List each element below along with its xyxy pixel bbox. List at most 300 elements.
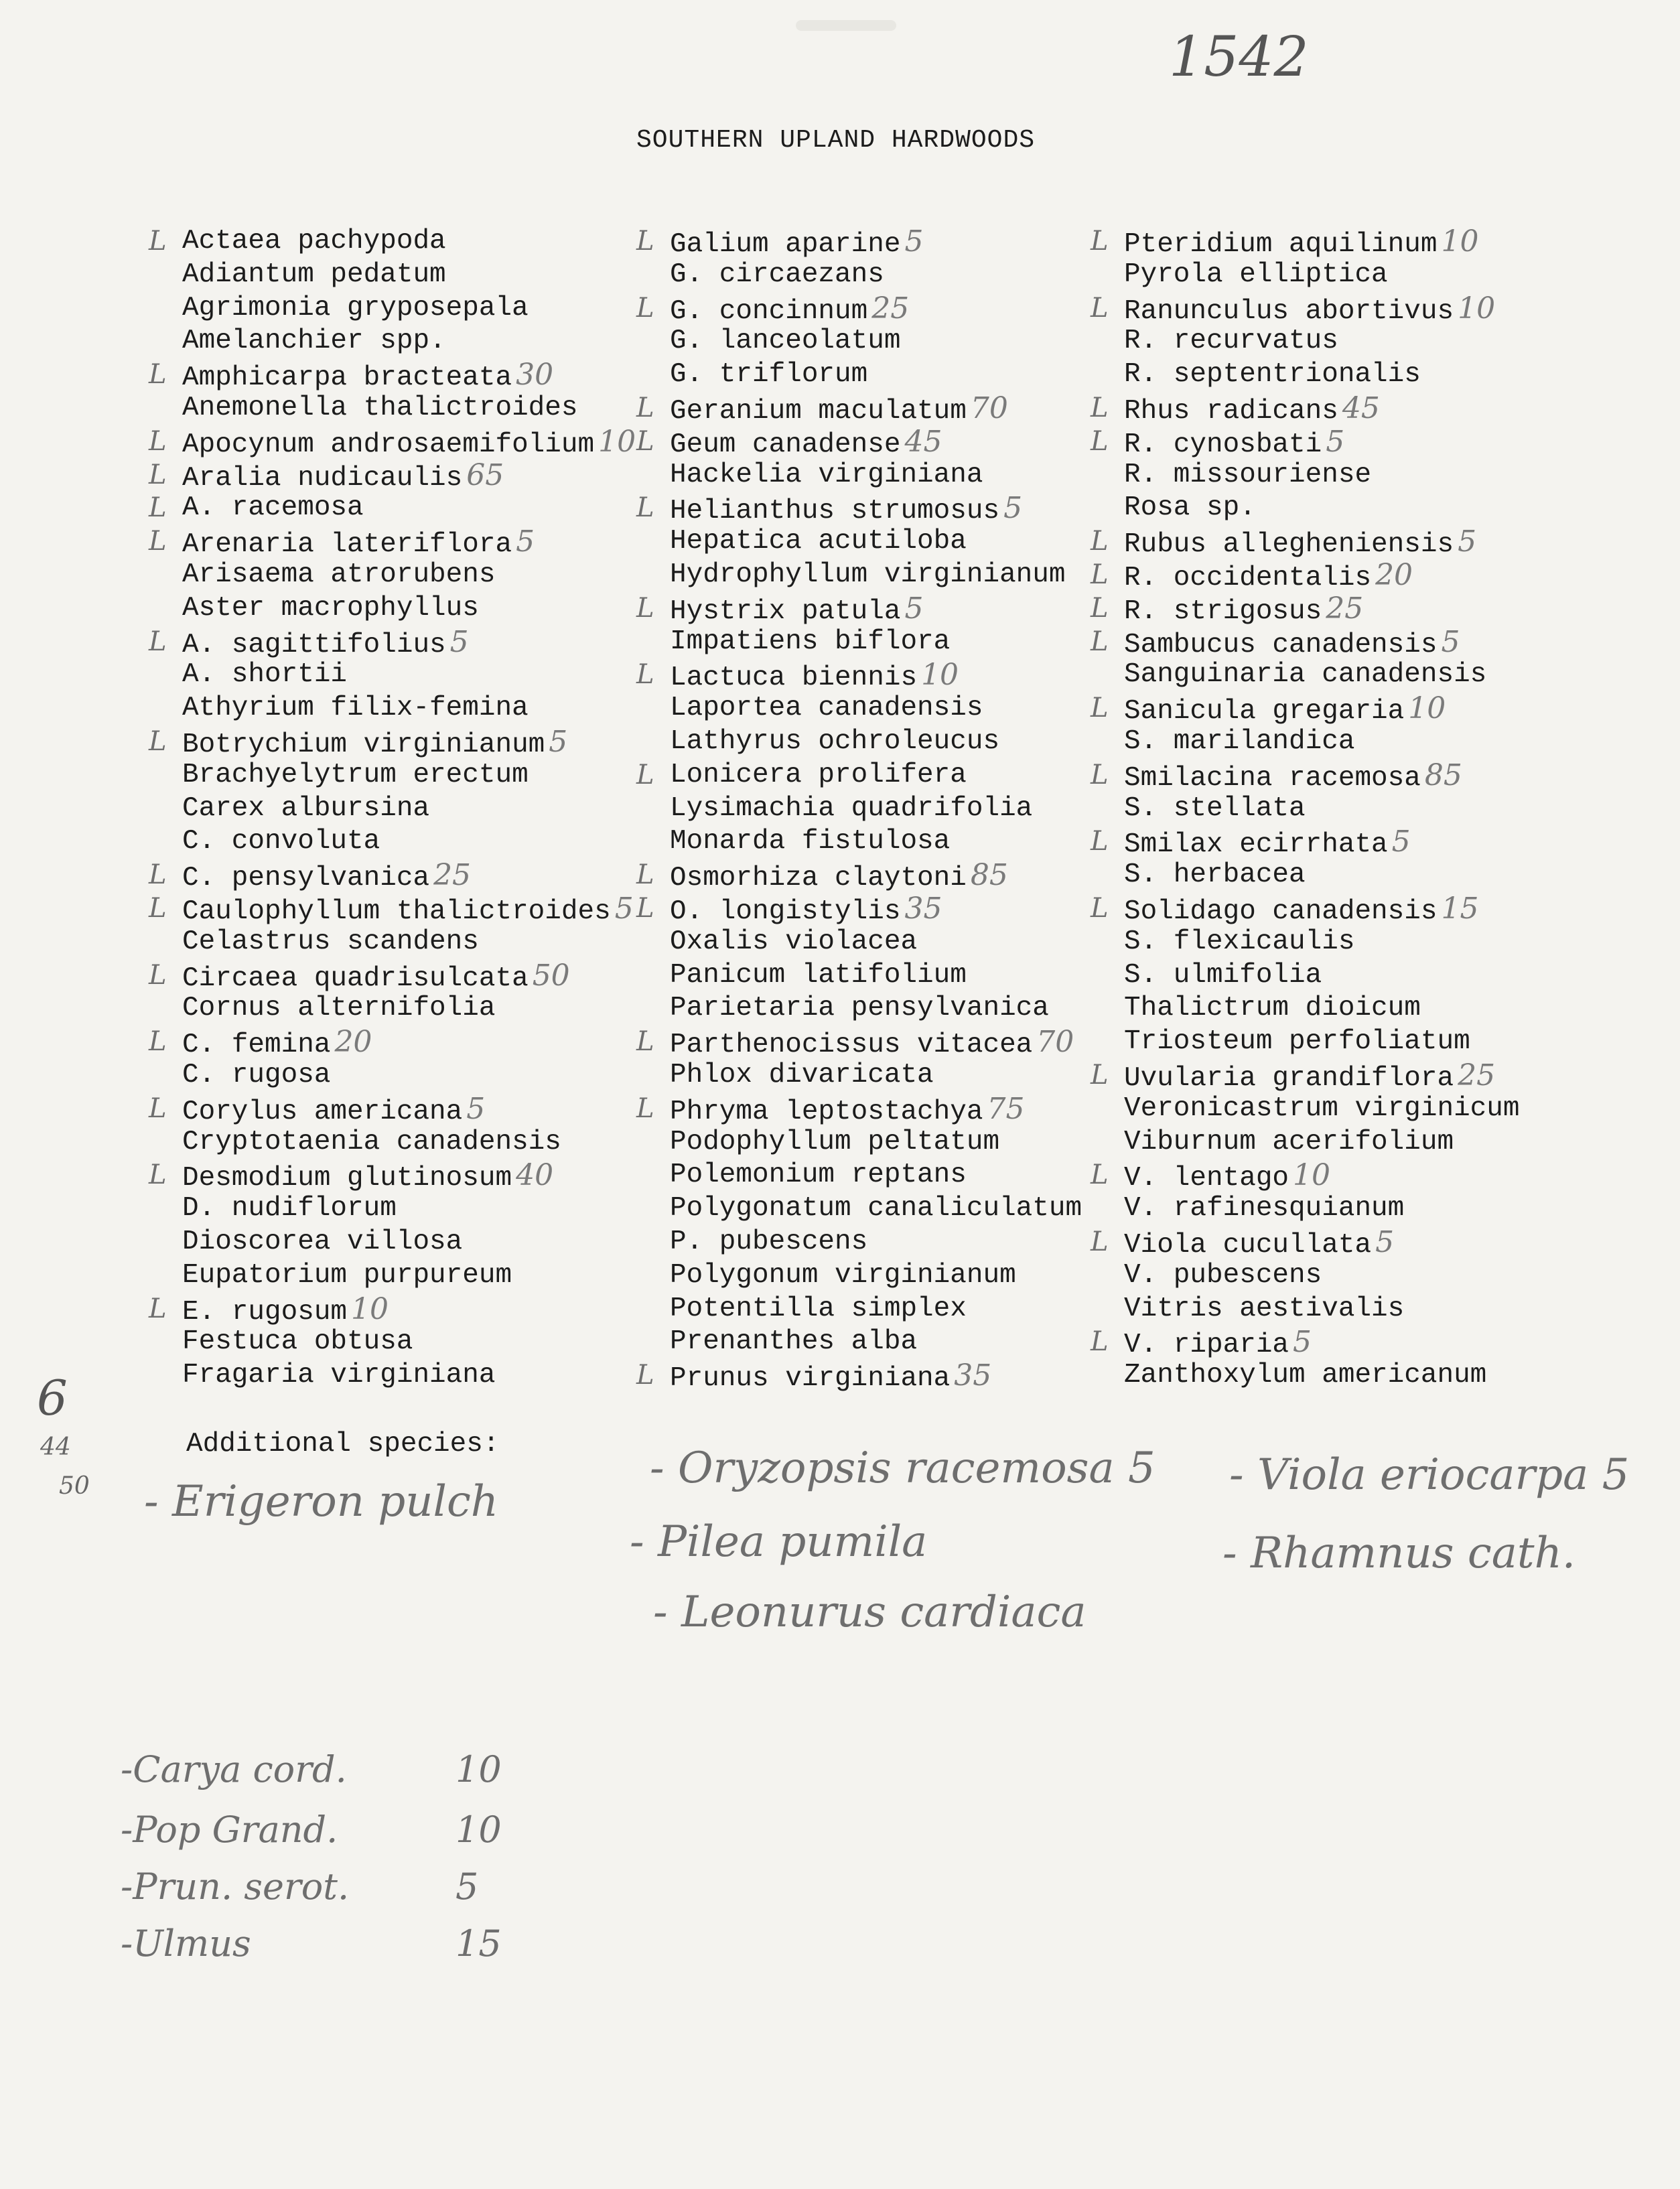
species-row (149, 492, 636, 525)
tree-note (121, 1865, 479, 1908)
species-count: 5 (1326, 424, 1345, 459)
checkmark-icon: L (149, 892, 167, 924)
species-row (670, 1293, 1086, 1326)
species-row (670, 926, 1086, 959)
checkmark-icon: L (636, 392, 654, 423)
species-row (636, 858, 1086, 894)
species-name: Smilacina racemosa (1124, 762, 1421, 794)
species-name: Polygonum virginianum (670, 1259, 1016, 1291)
species-row (1091, 1325, 1524, 1361)
species-name: Osmorhiza claytoni (670, 863, 967, 894)
species-name: Pteridium aquilinum (1124, 229, 1438, 260)
species-name: Brachyelytrum erectum (182, 759, 529, 790)
margin-note: 44 (40, 1433, 71, 1461)
species-row (670, 259, 1086, 292)
species-row (1124, 926, 1524, 959)
margin-note: 50 (59, 1472, 90, 1500)
species-count: 70 (1036, 1025, 1074, 1060)
species-name: Cryptotaenia canadensis (182, 1126, 561, 1157)
species-row (670, 959, 1086, 993)
species-count: 40 (516, 1158, 554, 1193)
tree-note (121, 1748, 502, 1790)
species-row (1091, 391, 1524, 427)
species-row (636, 658, 1086, 694)
species-name: Aralia nudicaulis (182, 462, 463, 494)
species-count: 5 (1003, 491, 1023, 526)
tree-note-name: -Carya cord. (121, 1748, 347, 1790)
species-count: 75 (987, 1091, 1025, 1126)
checkmark-icon: L (636, 1092, 654, 1124)
checkmark-icon: L (149, 359, 167, 391)
species-count: 5 (1375, 1224, 1395, 1259)
species-row (1124, 1092, 1524, 1126)
tree-note-value: 10 (456, 1748, 502, 1790)
species-row (182, 792, 636, 826)
species-name: Celastrus scandens (182, 926, 479, 957)
handwritten-species: - Viola eriocarpa 5 (1229, 1450, 1630, 1500)
species-row (670, 825, 1086, 859)
species-row (670, 692, 1086, 725)
species-count: 5 (466, 1091, 486, 1126)
species-name: P. pubescens (670, 1226, 868, 1257)
species-row (670, 1259, 1086, 1293)
species-count: 5 (904, 224, 924, 259)
checkmark-icon: L (149, 226, 167, 257)
species-name: S. herbacea (1124, 859, 1306, 891)
species-row (1124, 459, 1524, 492)
species-row (1124, 1293, 1524, 1326)
species-name: G. circaezans (670, 259, 884, 290)
species-name: S. flexicaulis (1124, 926, 1355, 957)
species-row (1091, 557, 1524, 593)
checkmark-icon: L (149, 626, 167, 657)
species-name: Veronicastrum virginicum (1124, 1092, 1520, 1124)
species-name: C. rugosa (182, 1059, 331, 1090)
species-row (670, 525, 1086, 559)
species-row (670, 626, 1086, 659)
handwritten-species: - Leonurus cardiaca (653, 1587, 1087, 1637)
species-name: R. septentrionalis (1124, 359, 1421, 391)
species-name: G. triflorum (670, 359, 868, 391)
species-name: A. shortii (182, 659, 348, 691)
species-row (182, 1259, 636, 1293)
species-name: S. ulmifolia (1124, 959, 1322, 991)
species-name: R. missouriense (1124, 459, 1372, 490)
species-row (149, 891, 636, 927)
species-count: 5 (1458, 524, 1477, 559)
species-name: C. femina (182, 1030, 331, 1061)
checkmark-icon: L (149, 459, 167, 490)
species-row (670, 1326, 1086, 1359)
species-count: 15 (1441, 891, 1479, 926)
checkmark-icon: L (1091, 292, 1109, 324)
species-name: R. strigosus (1124, 595, 1322, 627)
species-row (670, 559, 1086, 592)
species-count: 30 (516, 358, 554, 393)
species-name: Sanguinaria canadensis (1124, 659, 1487, 691)
tree-note (121, 1922, 502, 1965)
species-row (1124, 859, 1524, 892)
species-name: Impatiens biflora (670, 626, 951, 657)
species-name: Actaea pachypoda (182, 226, 446, 257)
species-column-1 (149, 225, 636, 1393)
species-row (1124, 492, 1524, 525)
species-row (1091, 624, 1524, 660)
species-count: 10 (1441, 224, 1479, 259)
species-name: Hepatica acutiloba (670, 526, 967, 557)
species-row (149, 624, 636, 660)
species-name: Viola cucullata (1124, 1229, 1372, 1261)
species-count: 85 (1424, 758, 1462, 792)
species-row (182, 825, 636, 859)
species-count: 25 (1326, 591, 1364, 626)
species-row (670, 325, 1086, 358)
checkmark-icon: L (149, 1092, 167, 1124)
species-row (1091, 1158, 1524, 1194)
species-name: Solidago canadensis (1124, 896, 1438, 927)
species-name: Sambucus canadensis (1124, 629, 1438, 660)
species-count: 5 (904, 591, 924, 626)
species-row (670, 792, 1086, 826)
species-row (670, 358, 1086, 392)
species-row (1091, 591, 1524, 627)
species-row (1124, 1026, 1524, 1059)
species-name: Prenanthes alba (670, 1326, 918, 1358)
tree-note-name: -Ulmus (121, 1922, 251, 1965)
species-name: Geum canadense (670, 429, 901, 460)
species-name: Uvularia grandiflora (1124, 1062, 1454, 1094)
species-name: Caulophyllum thalictroides (182, 896, 611, 927)
document-title: SOUTHERN UPLAND HARDWOODS (636, 126, 1036, 155)
species-row (670, 459, 1086, 492)
species-name: D. nudiflorum (182, 1193, 397, 1224)
species-name: Lysimachia quadrifolia (670, 792, 1033, 824)
species-name: Rubus allegheniensis (1124, 529, 1454, 561)
species-row (182, 559, 636, 592)
tree-note-value: 5 (456, 1865, 479, 1908)
species-row (1124, 658, 1524, 692)
checkmark-icon: L (636, 892, 654, 924)
checkmark-icon: L (1091, 425, 1109, 457)
species-name: C. convoluta (182, 826, 380, 857)
species-row (1124, 992, 1524, 1026)
species-name: Lathyrus ochroleucus (670, 725, 1000, 757)
species-count: 5 (1293, 1325, 1312, 1360)
species-name: Amelanchier spp. (182, 326, 446, 357)
checkmark-icon: L (1091, 559, 1109, 590)
species-name: Vitris aestivalis (1124, 1293, 1405, 1324)
species-name: Potentilla simplex (670, 1293, 967, 1324)
checkmark-icon: L (149, 859, 167, 891)
species-count: 5 (516, 524, 535, 559)
species-row (182, 992, 636, 1026)
species-name: Anemonella thalictroides (182, 392, 578, 423)
species-name: Monarda fistulosa (670, 826, 951, 857)
species-row (149, 1091, 636, 1127)
species-name: Hydrophyllum virginianum (670, 559, 1066, 590)
checkmark-icon: L (636, 1360, 654, 1391)
species-name: Geranium maculatum (670, 395, 967, 427)
species-row (670, 992, 1086, 1026)
checkmark-icon: L (1091, 1326, 1109, 1358)
species-row (149, 858, 636, 894)
species-name: Oxalis violacea (670, 926, 918, 957)
species-count: 5 (1391, 825, 1411, 859)
species-count: 65 (466, 457, 504, 492)
species-row (182, 1326, 636, 1359)
species-row (182, 1126, 636, 1159)
species-name: R. recurvatus (1124, 326, 1338, 357)
checkmark-icon: L (636, 226, 654, 257)
species-name: Dioscorea villosa (182, 1226, 463, 1257)
checkmark-icon: L (149, 492, 167, 524)
species-count: 35 (904, 891, 942, 926)
tree-note-name: -Prun. serot. (121, 1865, 350, 1908)
species-name: V. pubescens (1124, 1259, 1322, 1291)
species-name: Polemonium reptans (670, 1159, 967, 1191)
checkmark-icon: L (636, 659, 654, 691)
species-name: Lonicera prolifera (670, 759, 967, 790)
species-row (1124, 1359, 1524, 1393)
species-name: A. racemosa (182, 492, 364, 524)
checkmark-icon: L (149, 725, 167, 757)
species-row (182, 292, 636, 326)
species-count: 45 (1342, 391, 1380, 425)
species-row (1124, 1259, 1524, 1293)
species-name: Panicum latifolium (670, 959, 967, 991)
document-number: 1542 (1169, 25, 1309, 89)
species-name: Aster macrophyllus (182, 592, 479, 624)
species-row (149, 1291, 636, 1328)
species-row (182, 592, 636, 626)
species-row (670, 1059, 1086, 1092)
species-name: Amphicarpa bracteata (182, 362, 512, 394)
species-name: C. pensylvanica (182, 863, 430, 894)
handwritten-species: - Pilea pumila (630, 1517, 928, 1567)
checkmark-icon: L (1091, 1226, 1109, 1257)
species-name: Galium aparine (670, 229, 901, 260)
species-name: Arenaria lateriflora (182, 529, 512, 561)
handwritten-species: - Oryzopsis racemosa 5 (650, 1443, 1156, 1493)
species-name: Adiantum pedatum (182, 259, 446, 290)
species-row (1091, 825, 1524, 861)
species-row (149, 358, 636, 394)
species-row (149, 457, 636, 494)
species-row (182, 259, 636, 292)
species-name: Festuca obtusa (182, 1326, 413, 1358)
species-name: Triosteum perfoliatum (1124, 1026, 1470, 1058)
species-row (1124, 1126, 1524, 1159)
species-row (182, 392, 636, 425)
species-name: Viburnum acerifolium (1124, 1126, 1454, 1157)
species-name: Hackelia virginiana (670, 459, 983, 490)
checkmark-icon: L (636, 759, 654, 790)
species-row (149, 225, 636, 259)
species-row (636, 591, 1086, 627)
checkmark-icon: L (1091, 1159, 1109, 1191)
species-name: S. marilandica (1124, 725, 1355, 757)
handwritten-species: - Rhamnus cath. (1222, 1529, 1576, 1578)
handwritten-species: - Erigeron pulch (144, 1477, 498, 1527)
species-count: 5 (614, 891, 634, 926)
species-name: Corylus americana (182, 1096, 463, 1127)
species-count: 10 (1458, 291, 1496, 326)
checkmark-icon: L (636, 292, 654, 324)
species-row (636, 491, 1086, 527)
species-row (1091, 424, 1524, 460)
checkmark-icon: L (1091, 1059, 1109, 1090)
species-name: Hystrix patula (670, 595, 901, 627)
species-row (1124, 1192, 1524, 1226)
checkmark-icon: L (636, 492, 654, 524)
species-row (182, 325, 636, 358)
species-name: Podophyllum peltatum (670, 1126, 1000, 1157)
species-count: 5 (1441, 624, 1460, 659)
species-row (182, 759, 636, 792)
species-name: V. riparia (1124, 1330, 1289, 1361)
species-row (670, 1126, 1086, 1159)
species-name: O. longistylis (670, 896, 901, 927)
species-row (1124, 259, 1524, 292)
checkmark-icon: L (1091, 226, 1109, 257)
species-row (149, 424, 636, 460)
species-row (182, 926, 636, 959)
species-name: V. rafinesquianum (1124, 1193, 1405, 1224)
species-row (149, 524, 636, 561)
species-name: Thalictrum dioicum (1124, 993, 1421, 1024)
species-row (182, 1059, 636, 1092)
species-row (670, 1192, 1086, 1226)
species-row (670, 1159, 1086, 1192)
checkmark-icon: L (149, 959, 167, 991)
species-count: 10 (921, 658, 959, 693)
species-count: 10 (598, 424, 636, 459)
tree-note-name: -Pop Grand. (121, 1809, 338, 1851)
species-row (149, 1158, 636, 1194)
species-name: Apocynum androsaemifolium (182, 429, 595, 460)
checkmark-icon: L (636, 425, 654, 457)
species-row (670, 725, 1086, 759)
species-row (149, 958, 636, 994)
species-row (636, 1358, 1086, 1395)
species-row (1124, 792, 1524, 826)
species-row (1091, 524, 1524, 561)
species-count: 5 (449, 624, 469, 659)
checkmark-icon: L (1091, 759, 1109, 790)
species-count: 20 (1375, 557, 1413, 592)
species-name: Parietaria pensylvanica (670, 993, 1049, 1024)
species-row (1124, 725, 1524, 759)
species-count: 25 (871, 291, 910, 326)
species-count: 25 (433, 858, 472, 893)
species-name: Phryma leptostachya (670, 1096, 983, 1127)
species-name: A. sagittifolius (182, 629, 446, 660)
species-row (182, 658, 636, 692)
species-name: V. lentago (1124, 1163, 1289, 1194)
species-name: Smilax ecirrhata (1124, 829, 1388, 861)
tree-note-value: 10 (456, 1809, 502, 1851)
species-row (149, 724, 636, 760)
species-row (1091, 224, 1524, 260)
species-row (636, 759, 1086, 792)
species-name: Botrychium virginianum (182, 729, 545, 760)
species-row (636, 291, 1086, 327)
species-name: Rhus radicans (1124, 395, 1338, 427)
species-name: E. rugosum (182, 1296, 348, 1328)
tree-note (121, 1809, 502, 1851)
checkmark-icon: L (149, 425, 167, 457)
species-count: 50 (532, 958, 570, 993)
species-name: Fragaria virginiana (182, 1360, 496, 1391)
species-row (182, 1192, 636, 1226)
checkmark-icon: L (1091, 892, 1109, 924)
species-row (182, 1226, 636, 1259)
checkmark-icon: L (1091, 592, 1109, 624)
checkmark-icon: L (1091, 526, 1109, 557)
species-row (636, 1091, 1086, 1127)
species-row (1091, 1058, 1524, 1094)
species-row (636, 224, 1086, 260)
species-name: Agrimonia gryposepala (182, 292, 529, 324)
species-name: Helianthus strumosus (670, 496, 1000, 527)
species-row (1124, 358, 1524, 392)
species-name: Ranunculus abortivus (1124, 295, 1454, 327)
species-name: G. concinnum (670, 295, 868, 327)
species-name: Arisaema atrorubens (182, 559, 496, 590)
species-name: Carex albursina (182, 792, 430, 824)
species-name: Polygonatum canaliculatum (670, 1193, 1082, 1224)
species-count: 10 (1293, 1158, 1331, 1193)
species-row (1091, 691, 1524, 727)
species-name: Lactuca biennis (670, 662, 918, 694)
species-row (1091, 1224, 1524, 1261)
checkmark-icon: L (1091, 826, 1109, 857)
species-name: Cornus alternifolia (182, 993, 496, 1024)
tree-note-value: 15 (456, 1922, 502, 1965)
species-name: S. stellata (1124, 792, 1306, 824)
species-name: Zanthoxylum americanum (1124, 1360, 1487, 1391)
species-name: Parthenocissus vitacea (670, 1030, 1033, 1061)
checkmark-icon: L (636, 592, 654, 624)
species-name: Desmodium glutinosum (182, 1163, 512, 1194)
margin-note: 6 (37, 1370, 68, 1426)
species-name: Phlox divaricata (670, 1059, 934, 1090)
species-row (1124, 959, 1524, 993)
species-name: R. occidentalis (1124, 562, 1372, 593)
checkmark-icon: L (149, 1159, 167, 1191)
species-name: Sanicula gregaria (1124, 696, 1405, 727)
species-column-3 (1091, 224, 1524, 1393)
species-name: G. lanceolatum (670, 326, 901, 357)
checkmark-icon: L (149, 1293, 167, 1324)
species-name: Laportea canadensis (670, 693, 983, 724)
paper-smudge (796, 20, 896, 31)
species-count: 20 (334, 1025, 372, 1060)
checkmark-icon: L (636, 859, 654, 891)
species-row (636, 1025, 1086, 1061)
species-name: Athyrium filix-femina (182, 693, 529, 724)
species-row (1091, 891, 1524, 927)
species-name: Circaea quadrisulcata (182, 963, 529, 994)
checkmark-icon: L (1091, 626, 1109, 657)
species-name: R. cynosbati (1124, 429, 1322, 460)
species-row (670, 1226, 1086, 1259)
species-count: 10 (1408, 691, 1446, 726)
species-count: 70 (970, 391, 1008, 425)
species-row (1091, 291, 1524, 327)
checkmark-icon: L (149, 526, 167, 557)
species-count: 5 (549, 724, 568, 759)
